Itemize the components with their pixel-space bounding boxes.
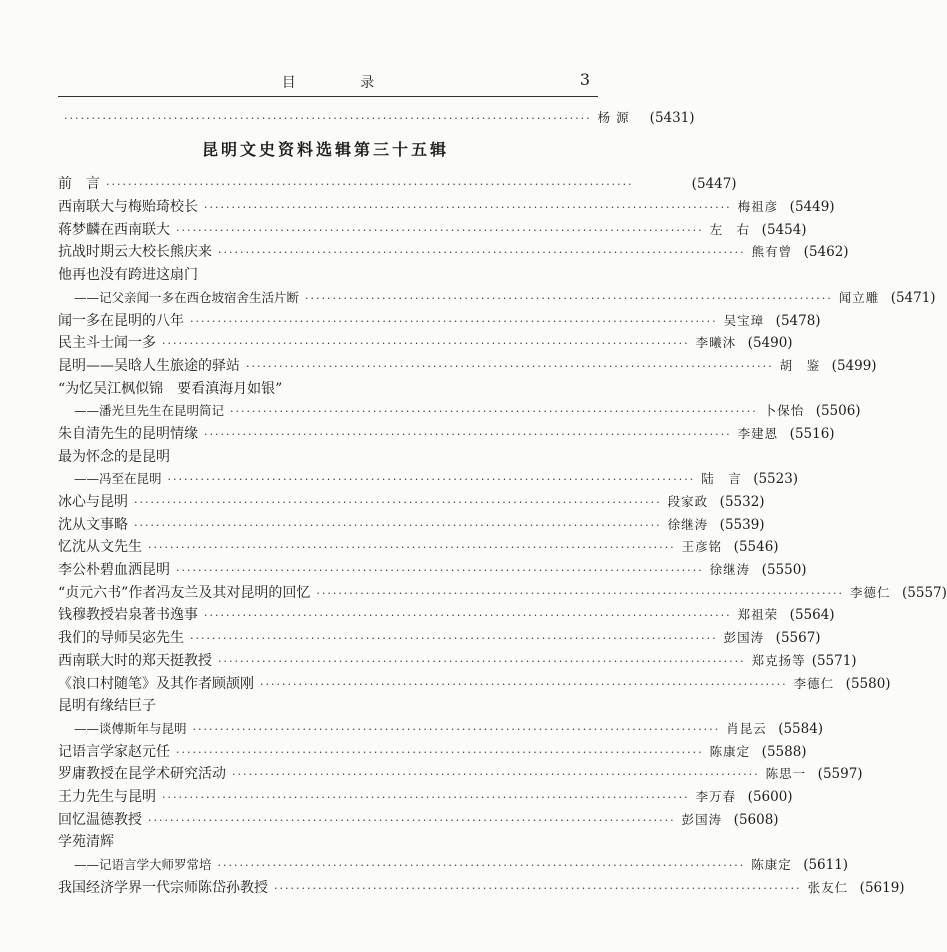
page-header [58, 66, 598, 96]
toc-page: (5580) [845, 675, 891, 692]
toc-title: 我国经济学界一代宗师陈岱孙教授 [58, 879, 268, 896]
leader-dots: ································································································ [260, 677, 788, 691]
toc-page: (5550) [761, 562, 807, 579]
toc-title: ——记语言学大师罗常培 [74, 857, 212, 872]
toc-page: (5567) [775, 630, 821, 647]
toc-page: (5557) [902, 584, 947, 601]
toc-title: ——记父亲闻一多在西仓坡宿舍生活片断 [74, 289, 300, 305]
toc-title: 西南联大与梅贻琦校长 [58, 199, 198, 216]
toc-title: 钱穆教授岩泉著书逸事 [58, 607, 198, 624]
leader-dots: ································································································ [148, 541, 676, 555]
toc-author: 陈康定 [709, 743, 751, 759]
toc-author: 肖昆云 [726, 720, 767, 736]
toc-title: 王力先生与昆明 [58, 788, 156, 805]
toc-title: 记语言学家赵元任 [58, 743, 170, 760]
leader-dots: ································································································ [305, 291, 833, 305]
toc-page: (5490) [747, 335, 793, 352]
toc-author: 杨 源 [597, 109, 630, 125]
toc-title: 忆沈从文先生 [58, 539, 142, 556]
toc-entry [58, 352, 877, 375]
toc-title: 李公朴碧血洒昆明 [58, 562, 170, 579]
toc-author: 徐继涛 [667, 516, 709, 532]
toc-title: 最为怀念的是昆明 [58, 448, 170, 465]
toc-entry [58, 488, 765, 511]
toc-author: 吴宝璋 [723, 312, 765, 328]
toc-title: ——谈傅斯年与昆明 [74, 720, 187, 736]
toc-entry [58, 443, 593, 466]
toc-entry [58, 670, 891, 693]
toc-page: (5431) [649, 109, 695, 126]
toc-title: 沈从文事略 [58, 516, 128, 533]
leader-dots: ································································································ [192, 722, 721, 736]
toc-author: 李建恩 [737, 425, 779, 441]
leader-dots: ································································································ [190, 632, 718, 646]
leader-dots: ································································································ [217, 859, 746, 872]
toc-author: 梅祖彦 [737, 199, 779, 215]
toc-author: 段家政 [667, 494, 709, 509]
toc-entry [58, 216, 807, 239]
leader-dots: ································································································ [218, 654, 746, 668]
leader-dots: ································································································ [162, 337, 690, 351]
leader-dots: ································································································ [204, 609, 732, 623]
toc-page: (5611) [803, 857, 849, 873]
toc-author: 闻立雕 [838, 289, 880, 305]
leader-dots: ································································································ [316, 586, 844, 600]
leader-dots: ································································································ [218, 246, 746, 260]
toc-title: 学苑清辉 [58, 834, 114, 851]
toc-author: 李德仁 [850, 584, 891, 600]
table-of-contents [58, 104, 947, 897]
toc-author: 郑祖荣 [737, 607, 779, 623]
toc-page: (5506) [815, 403, 861, 420]
toc-title: 昆明——吴晗人生旅途的驿站 [58, 357, 240, 374]
toc-entry [58, 375, 593, 398]
toc-entry [58, 579, 947, 602]
toc-page: (5454) [761, 221, 807, 238]
header-rule [58, 96, 598, 97]
toc-author: 彭国涛 [681, 811, 723, 827]
leader-dots: ································································································ [134, 518, 662, 532]
header-title: 目 录 [281, 75, 405, 91]
leader-dots: ································································································ [134, 496, 662, 509]
toc-entry [58, 624, 821, 647]
toc-entry [58, 715, 824, 738]
toc-entry [58, 398, 861, 421]
leader-dots: ································································································ [148, 813, 676, 827]
toc-title: 西南联大时的郑天挺教授 [58, 652, 212, 669]
toc-title: 回忆温德教授 [58, 811, 142, 828]
leader-dots: ································································································ [162, 790, 690, 804]
toc-author: 陈康定 [751, 857, 792, 872]
leader-dots: ································································································ [190, 314, 718, 328]
leader-dots: ································································································ [106, 178, 634, 192]
toc-entry [58, 466, 799, 489]
toc-entry [58, 602, 835, 625]
toc-author: 彭国涛 [723, 630, 765, 646]
toc-title: 前 言 [58, 176, 100, 193]
toc-entry [58, 284, 936, 307]
toc-page: (5471) [890, 289, 936, 306]
toc-page: (5597) [817, 766, 863, 783]
toc-entry [58, 829, 593, 852]
toc-title: ——冯至在昆明 [74, 471, 162, 487]
toc-entry [58, 193, 835, 216]
toc-title: 《浪口村随笔》及其作者顾颉刚 [58, 675, 254, 692]
leader-dots: ································································································ [176, 745, 704, 759]
toc-entry [58, 420, 835, 443]
leader-dots: ································································································ [176, 564, 704, 578]
toc-entry [58, 330, 793, 353]
leader-dots: ································································································ [167, 473, 696, 487]
toc-page: (5447) [691, 176, 737, 193]
toc-page: (5539) [719, 516, 765, 533]
toc-page: (5516) [789, 425, 835, 442]
toc-page: (5571) [811, 652, 857, 669]
toc-page: (5564) [789, 607, 835, 624]
leader-dots: ································································································ [204, 201, 732, 215]
toc-author: 张友仁 [807, 879, 849, 895]
toc-entry [58, 806, 779, 829]
toc-page: (5478) [775, 312, 821, 329]
toc-entries [58, 171, 947, 897]
toc-page: (5600) [747, 788, 793, 805]
toc-page: (5462) [803, 244, 849, 261]
leader-dots: ································································································ [64, 111, 592, 125]
toc-page: (5584) [778, 720, 824, 737]
toc-title: 蒋梦麟在西南联大 [58, 221, 170, 238]
toc-title: ——潘光旦先生在昆明简记 [74, 403, 225, 419]
toc-title: 冰心与昆明 [58, 494, 128, 510]
toc-entry [58, 534, 779, 557]
toc-page: (5499) [831, 357, 877, 374]
toc-page: (5546) [733, 539, 779, 556]
toc-author: 卜保怡 [763, 403, 805, 419]
toc-title: 罗庸教授在昆学术研究活动 [58, 766, 226, 783]
toc-title: 昆明有缘结巨子 [58, 698, 156, 715]
toc-author: 熊有曾 [751, 244, 793, 260]
toc-entry [58, 239, 849, 262]
toc-author: 李万春 [695, 788, 737, 804]
leader-dots: ································································································ [176, 223, 704, 237]
leader-dots: ································································································ [230, 405, 758, 419]
section-title: 昆明文史资料选辑第三十五辑 [201, 140, 449, 160]
toc-entry-continued [58, 104, 695, 127]
toc-entry [58, 511, 765, 534]
toc-title: 闻一多在昆明的八年 [58, 312, 184, 329]
leader-dots: ································································································ [204, 427, 732, 441]
toc-page: (5619) [859, 879, 905, 896]
toc-title: 抗战时期云大校长熊庆来 [58, 244, 212, 261]
toc-page: (5523) [753, 471, 799, 488]
page-number: 3 [579, 70, 590, 89]
toc-title: 民主斗士闻一多 [58, 335, 156, 352]
toc-entry [58, 761, 863, 784]
toc-author: 胡 鉴 [779, 357, 821, 373]
toc-entry [58, 783, 793, 806]
toc-entry [58, 261, 593, 284]
toc-title: “为忆吴江枫似锦 要看滇海月如银” [58, 380, 283, 397]
toc-title: “贞元六书”作者冯友兰及其对昆明的回忆 [58, 584, 311, 601]
toc-page: (5532) [719, 494, 765, 510]
toc-author: 左 右 [709, 221, 751, 237]
toc-author: 陈思一 [765, 766, 807, 782]
toc-entry [58, 647, 857, 670]
toc-author: 郑克扬等 [751, 652, 806, 668]
toc-title: 我们的导师吴宓先生 [58, 630, 184, 647]
toc-entry [58, 307, 821, 330]
toc-title: 他再也没有跨进这扇门 [58, 267, 198, 284]
leader-dots: ································································································ [246, 359, 774, 373]
toc-author: 徐继涛 [709, 562, 751, 578]
toc-entry [58, 556, 807, 579]
toc-entry [58, 171, 737, 194]
toc-entry [58, 738, 807, 761]
toc-author: 陆 言 [701, 471, 742, 487]
toc-title: 朱自清先生的昆明情缘 [58, 425, 198, 442]
toc-entry [58, 874, 905, 897]
leader-dots: ································································································ [274, 881, 802, 895]
toc-page: (5608) [733, 811, 779, 828]
toc-page: (5449) [789, 199, 835, 216]
toc-entry [58, 851, 849, 874]
leader-dots: ································································································ [232, 768, 760, 782]
toc-author: 王彦铭 [681, 539, 723, 555]
toc-author: 李德仁 [793, 675, 835, 691]
toc-entry [58, 693, 593, 716]
toc-author: 李曦沐 [695, 335, 737, 351]
toc-page: (5588) [761, 743, 807, 760]
